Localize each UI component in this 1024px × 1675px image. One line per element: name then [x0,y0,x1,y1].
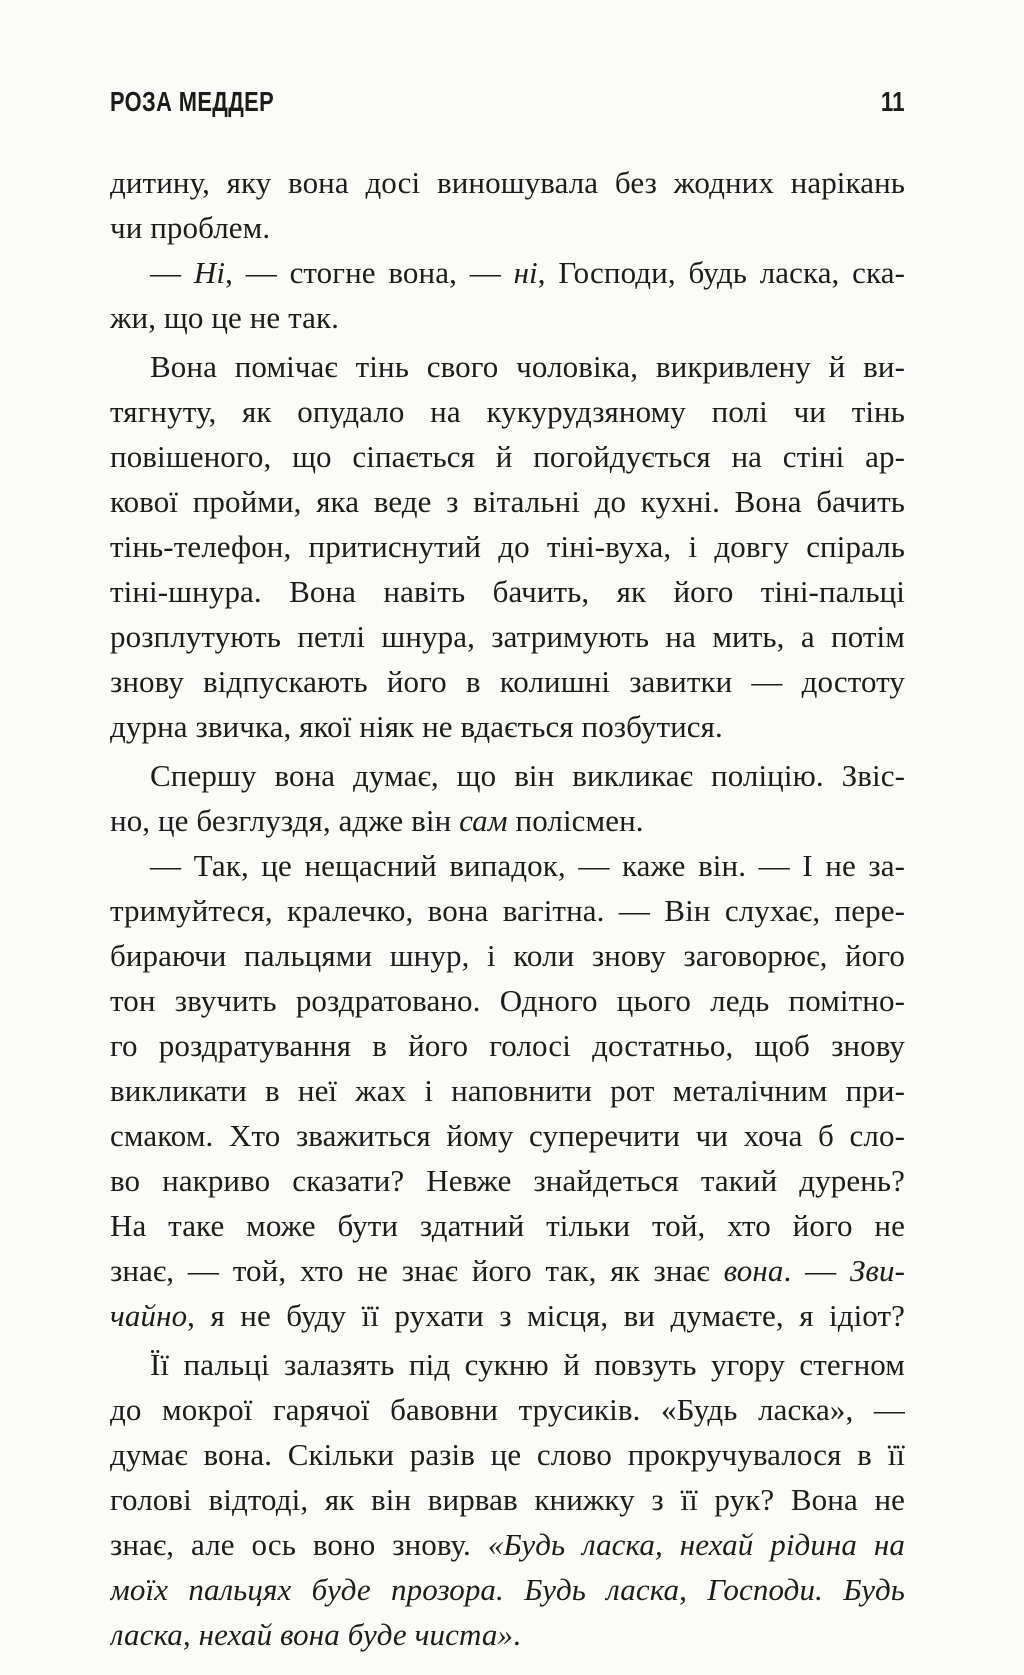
text-line: розплутують петлі шнура, затримують на мить, а потім [110,619,905,654]
text-line: до мокрої гарячої бавовни трусиків. «Будь ласка», — [110,1392,905,1427]
text-line: тінь-телефон, притиснутий до тіні-вуха, і довгу спіраль [110,529,905,564]
text-line: бираючи пальцями шнур, і коли знову заговорює, його [110,938,905,973]
author-name: РОЗА МЕДДЕР [110,86,275,117]
text-line: дурна звичка, якої ніяк не вдається позбутися. [110,709,723,744]
text-line: Вона помічає тінь свого чоловіка, викривлену й ви- [150,349,905,384]
text-line: чи проблем. [110,210,271,245]
text-line: но, це безглуздя, адже він сам полісмен. [110,803,644,838]
running-head [110,86,905,126]
text-line: знає, але ось воно знову. «Будь ласка, нехай рідина на [110,1527,905,1562]
text-line: кової пройми, яка веде з вітальні до кухні. Вона бачить [110,484,905,519]
text-line: ласка, нехай вона буде чиста». [110,1617,521,1652]
text-line: знає, — той, хто не знає його так, як знає вона. — Зви- [110,1253,905,1288]
text-line: Спершу вона думає, що він викликає поліцію. Звіс- [150,758,905,793]
text-line: го роздратування в його голосі достатньо, щоб знову [110,1028,905,1063]
text-line: тримуйтеся, кралечко, вона вагітна. — Він слухає, пере- [110,893,905,928]
text-line: моїх пальцях буде прозора. Будь ласка, Господи. Будь [110,1572,905,1607]
text-line: тон звучить роздратовано. Одного цього ледь помітно- [110,983,905,1018]
text-line: — Так, це нещасний випадок, — каже він. — І не за- [150,848,905,883]
text-line: чайно, я не буду її рухати з місця, ви думаєте, я ідіот? [110,1298,905,1333]
text-line: Її пальці залазять під сукню й повзуть угору стегном [150,1347,905,1382]
text-line: жи, що це не так. [110,300,340,335]
text-line: во накриво сказати? Невже знайдеться такий дурень? [110,1163,905,1198]
text-line: думає вона. Скільки разів це слово прокручувалося в її [110,1437,905,1472]
text-line: знову відпускають його в колишні завитки — достоту [110,664,905,699]
text-line: повішеного, що сіпається й погойдується на стіні ар- [110,439,905,474]
text-line: дитину, яку вона досі виношувала без жодних нарікань [110,165,905,200]
text-line: голові відтоді, як він вирвав книжку з її рук? Вона не [110,1482,905,1517]
text-line: смаком. Хто зважиться йому суперечити чи хоча б сло- [110,1118,905,1153]
page-number: 11 [881,86,905,117]
text-line: На таке може бути здатний тільки той, хто його не [110,1208,905,1243]
text-line: викликати в неї жах і наповнити рот металічним при- [110,1073,905,1108]
text-line: тіні-шнура. Вона навіть бачить, як його тіні-пальці [110,574,905,609]
text-line: тягнуту, як опудало на кукурудзяному полі чи тінь [110,394,905,429]
text-line: — Ні, — стогне вона, — ні, Господи, будь ласка, ска- [150,255,905,290]
body-text [110,160,905,1657]
